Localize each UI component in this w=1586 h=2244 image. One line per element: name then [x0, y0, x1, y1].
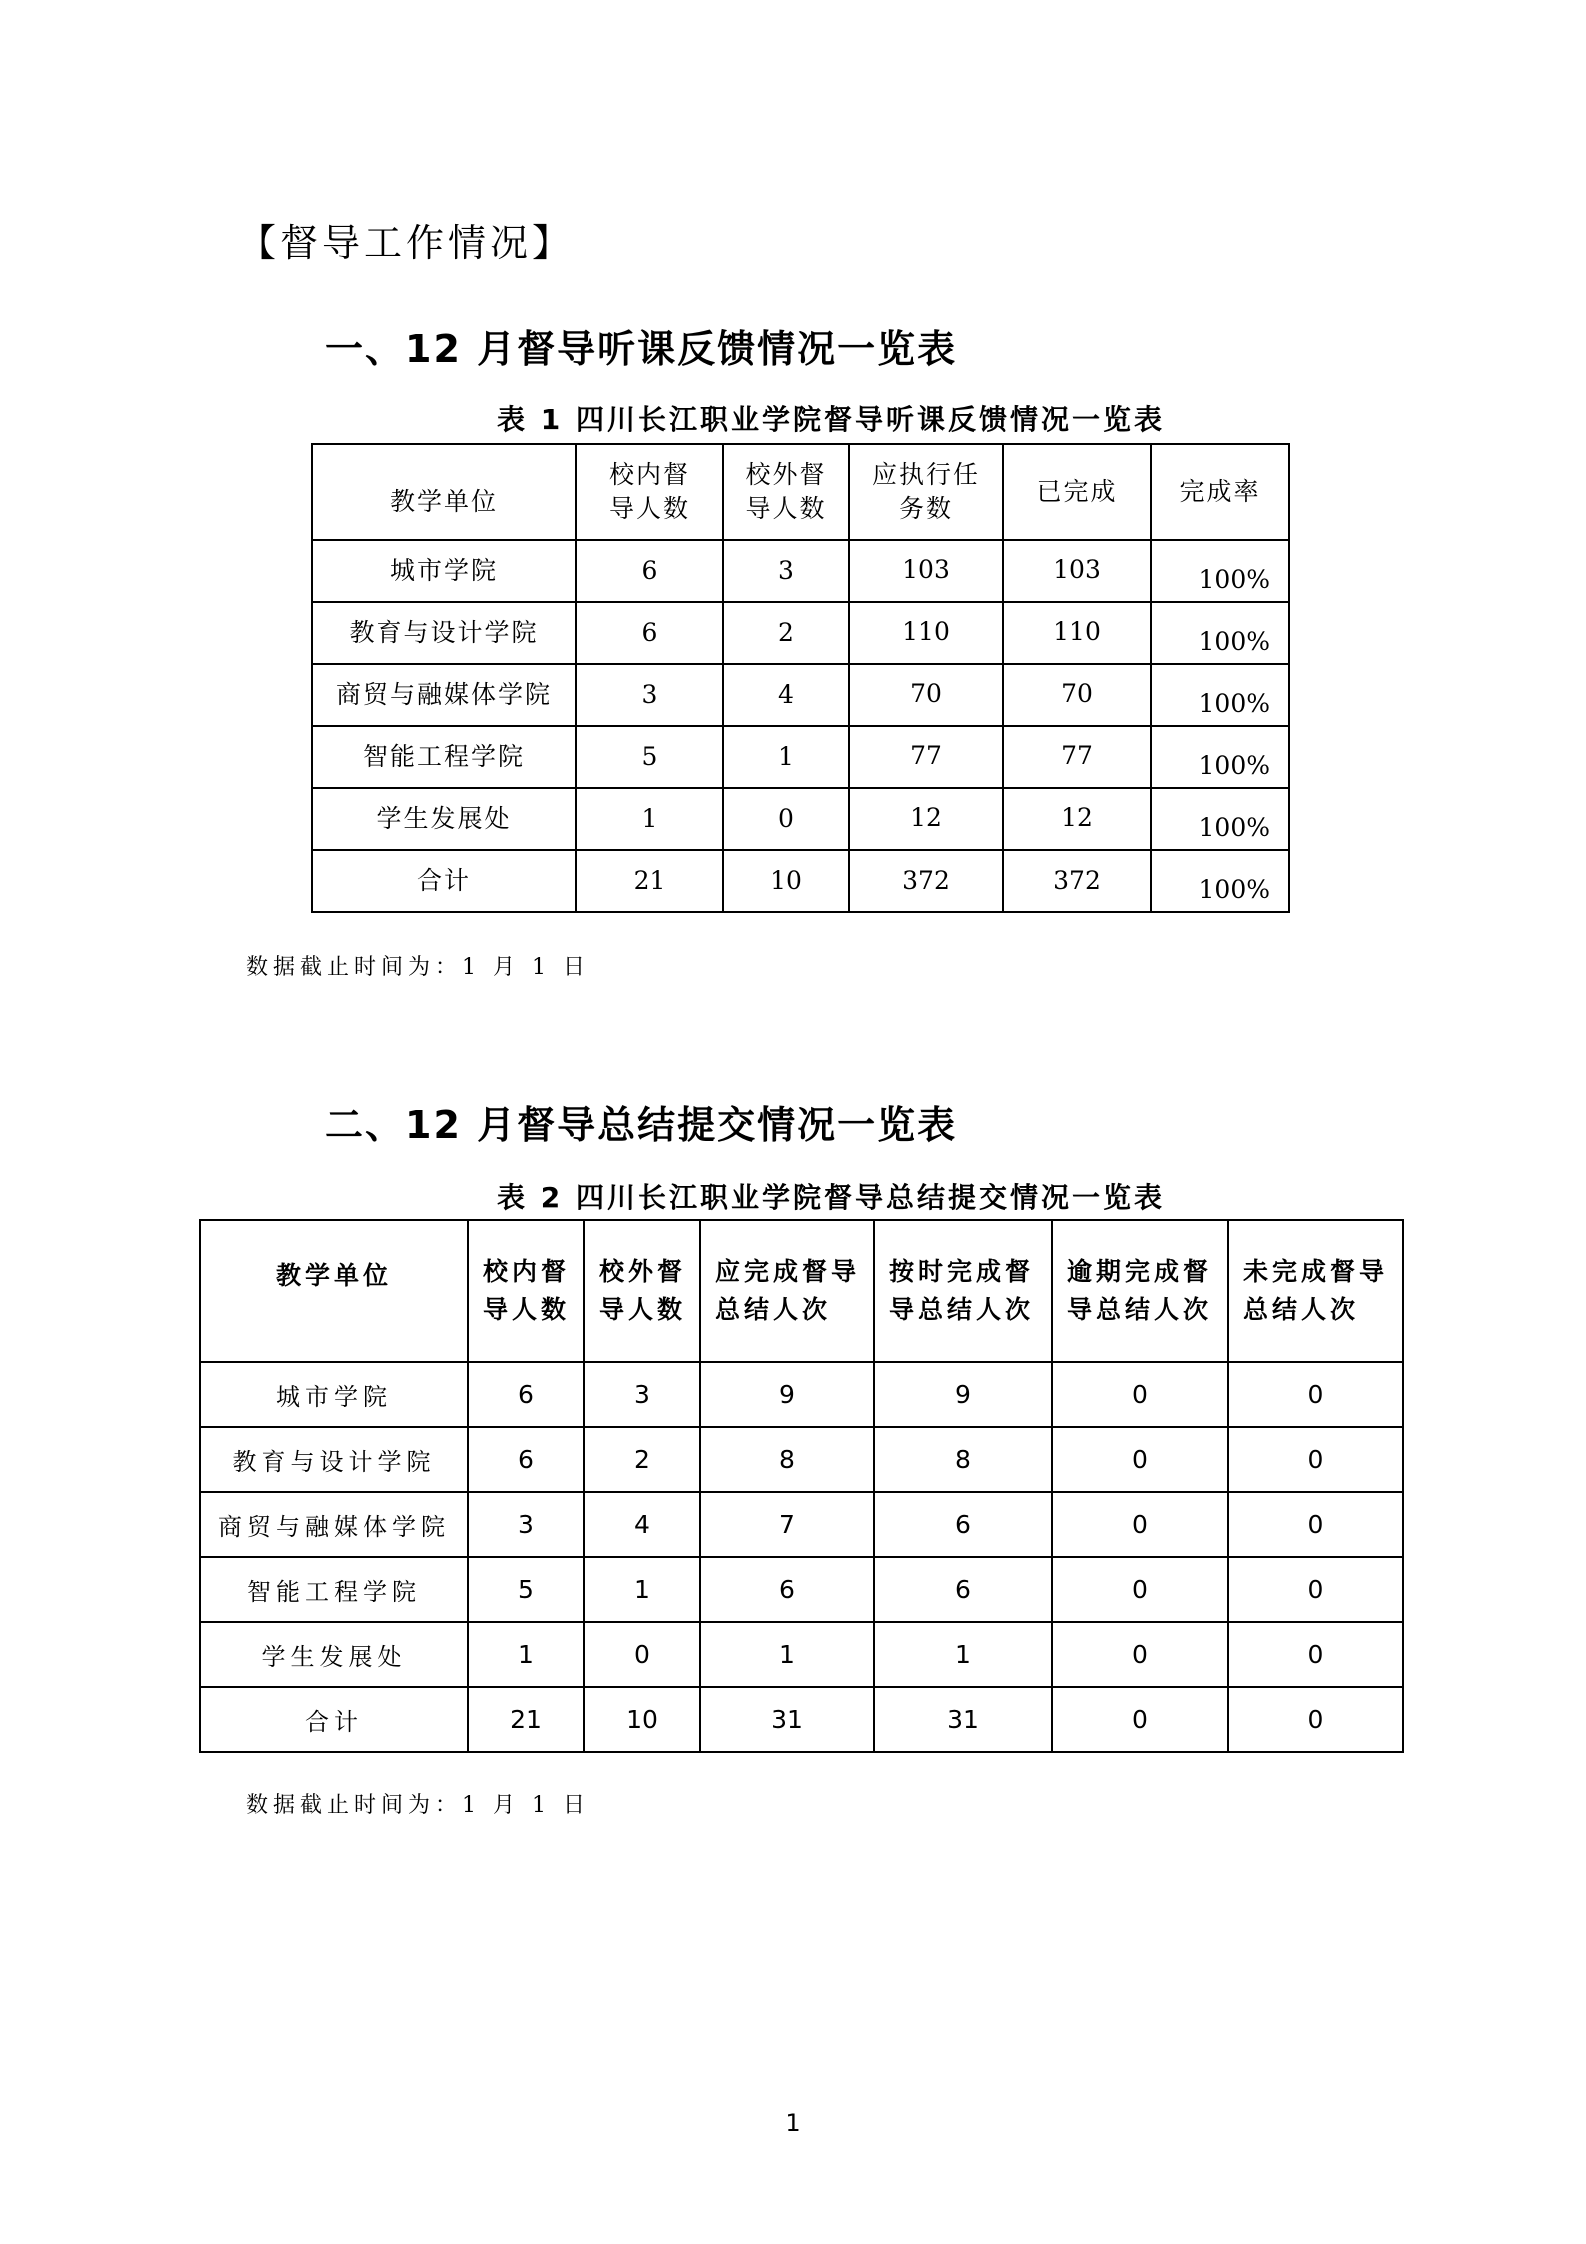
table-row — [200, 1557, 1403, 1622]
t2-missing: 0 — [1228, 1492, 1403, 1557]
table2-caption: 表 2 四川长江职业学院督导总结提交情况一览表 — [497, 1181, 1165, 1214]
section-label: 【督导工作情况】 — [238, 221, 575, 265]
table-row — [200, 1622, 1403, 1687]
t2-missing: 0 — [1228, 1427, 1403, 1492]
t2-unit: 教育与设计学院 — [200, 1427, 468, 1492]
t1-tasks: 77 — [849, 726, 1003, 788]
t1-unit: 城市学院 — [312, 540, 576, 602]
t1-col-external: 校外督导人数 — [723, 444, 849, 540]
t2-unit: 学生发展处 — [200, 1622, 468, 1687]
t1-col-done: 已完成 — [1003, 444, 1151, 540]
t1-internal: 21 — [576, 850, 723, 912]
t1-external: 2 — [723, 602, 849, 664]
t1-external: 3 — [723, 540, 849, 602]
table2-header-row — [200, 1220, 1403, 1362]
t1-rate: 100% — [1151, 540, 1289, 602]
t1-done: 372 — [1003, 850, 1151, 912]
t2-due: 31 — [700, 1687, 874, 1752]
t2-external: 2 — [584, 1427, 700, 1492]
t2-overdue: 0 — [1052, 1362, 1228, 1427]
table2-summary-submission — [199, 1219, 1404, 1753]
t2-col-internal: 校内督导人数 — [468, 1220, 584, 1362]
t1-unit: 商贸与融媒体学院 — [312, 664, 576, 726]
t1-rate: 100% — [1151, 726, 1289, 788]
t1-tasks: 70 — [849, 664, 1003, 726]
t1-done: 70 — [1003, 664, 1151, 726]
t1-internal: 6 — [576, 602, 723, 664]
t1-tasks: 110 — [849, 602, 1003, 664]
t1-tasks: 12 — [849, 788, 1003, 850]
t2-external: 4 — [584, 1492, 700, 1557]
t1-col-tasks: 应执行任务数 — [849, 444, 1003, 540]
t2-ontime: 9 — [874, 1362, 1052, 1427]
t2-missing: 0 — [1228, 1622, 1403, 1687]
t2-overdue: 0 — [1052, 1687, 1228, 1752]
t1-done: 110 — [1003, 602, 1151, 664]
table1-header-row — [312, 444, 1289, 540]
t2-ontime: 8 — [874, 1427, 1052, 1492]
t1-internal: 3 — [576, 664, 723, 726]
t1-external: 10 — [723, 850, 849, 912]
t1-rate: 100% — [1151, 664, 1289, 726]
t2-due: 6 — [700, 1557, 874, 1622]
t2-missing: 0 — [1228, 1362, 1403, 1427]
t1-unit: 智能工程学院 — [312, 726, 576, 788]
t1-col-rate: 完成率 — [1151, 444, 1289, 540]
t2-missing: 0 — [1228, 1687, 1403, 1752]
table-row — [312, 726, 1289, 788]
t2-overdue: 0 — [1052, 1492, 1228, 1557]
t1-rate: 100% — [1151, 850, 1289, 912]
table2-note: 数据截止时间为：1 月 1 日 — [246, 1793, 590, 1818]
t2-due: 9 — [700, 1362, 874, 1427]
t1-internal: 6 — [576, 540, 723, 602]
table-row — [312, 540, 1289, 602]
t1-external: 1 — [723, 726, 849, 788]
table1-supervision-feedback — [311, 443, 1290, 913]
t2-overdue: 0 — [1052, 1557, 1228, 1622]
t2-due: 7 — [700, 1492, 874, 1557]
t2-unit: 智能工程学院 — [200, 1557, 468, 1622]
t1-external: 0 — [723, 788, 849, 850]
table-row — [200, 1492, 1403, 1557]
table-row — [312, 664, 1289, 726]
t2-col-overdue: 逾期完成督导总结人次 — [1052, 1220, 1228, 1362]
t1-internal: 1 — [576, 788, 723, 850]
table-row — [312, 788, 1289, 850]
t2-external: 10 — [584, 1687, 700, 1752]
table-row — [200, 1362, 1403, 1427]
t2-internal: 6 — [468, 1362, 584, 1427]
t2-col-ontime: 按时完成督导总结人次 — [874, 1220, 1052, 1362]
t2-internal: 3 — [468, 1492, 584, 1557]
table1-note: 数据截止时间为：1 月 1 日 — [246, 955, 590, 980]
t2-overdue: 0 — [1052, 1622, 1228, 1687]
t2-internal: 21 — [468, 1687, 584, 1752]
t2-due: 8 — [700, 1427, 874, 1492]
t2-unit: 商贸与融媒体学院 — [200, 1492, 468, 1557]
t1-external: 4 — [723, 664, 849, 726]
t2-overdue: 0 — [1052, 1427, 1228, 1492]
table-row — [312, 602, 1289, 664]
t2-external: 1 — [584, 1557, 700, 1622]
t2-ontime: 6 — [874, 1492, 1052, 1557]
t2-internal: 1 — [468, 1622, 584, 1687]
t1-done: 103 — [1003, 540, 1151, 602]
t1-unit: 学生发展处 — [312, 788, 576, 850]
t1-tasks: 103 — [849, 540, 1003, 602]
t1-rate: 100% — [1151, 602, 1289, 664]
t2-unit: 城市学院 — [200, 1362, 468, 1427]
t2-col-external: 校外督导人数 — [584, 1220, 700, 1362]
t2-col-missing: 未完成督导总结人次 — [1228, 1220, 1403, 1362]
t2-unit: 合计 — [200, 1687, 468, 1752]
t1-col-internal: 校内督导人数 — [576, 444, 723, 540]
section2-title: 二、12 月督导总结提交情况一览表 — [325, 1103, 958, 1147]
table-row-total — [312, 850, 1289, 912]
t1-rate: 100% — [1151, 788, 1289, 850]
t2-col-unit: 教学单位 — [200, 1220, 468, 1362]
t2-col-due: 应完成督导总结人次 — [700, 1220, 874, 1362]
table-row — [200, 1427, 1403, 1492]
t1-col-unit: 教学单位 — [312, 444, 576, 540]
t1-unit: 教育与设计学院 — [312, 602, 576, 664]
t2-external: 0 — [584, 1622, 700, 1687]
t2-ontime: 31 — [874, 1687, 1052, 1752]
t1-internal: 5 — [576, 726, 723, 788]
t2-internal: 5 — [468, 1557, 584, 1622]
table-row-total — [200, 1687, 1403, 1752]
t1-tasks: 372 — [849, 850, 1003, 912]
t2-internal: 6 — [468, 1427, 584, 1492]
t2-missing: 0 — [1228, 1557, 1403, 1622]
t1-done: 77 — [1003, 726, 1151, 788]
page-number: 1 — [785, 2109, 801, 2137]
t1-done: 12 — [1003, 788, 1151, 850]
t2-external: 3 — [584, 1362, 700, 1427]
t2-ontime: 1 — [874, 1622, 1052, 1687]
section1-title: 一、12 月督导听课反馈情况一览表 — [325, 327, 958, 371]
table1-caption: 表 1 四川长江职业学院督导听课反馈情况一览表 — [497, 403, 1165, 436]
t2-due: 1 — [700, 1622, 874, 1687]
t1-unit: 合计 — [312, 850, 576, 912]
t2-ontime: 6 — [874, 1557, 1052, 1622]
